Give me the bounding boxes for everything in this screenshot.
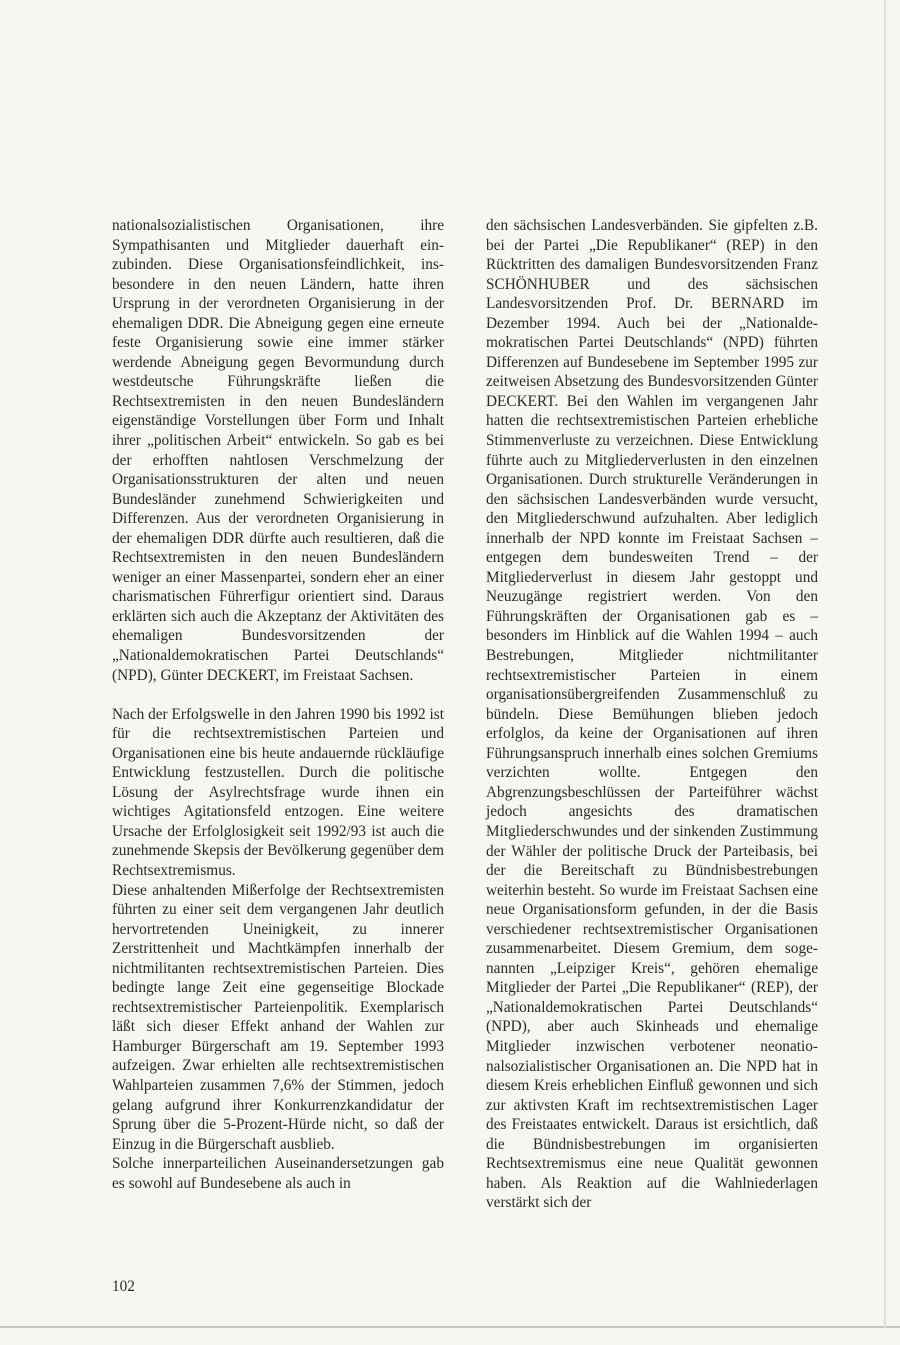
- page-right-edge: [884, 0, 886, 1328]
- right-text-column: [486, 216, 818, 1213]
- left-text-column: [112, 216, 444, 1193]
- page-bottom-edge: [0, 1326, 900, 1328]
- paragraph: Diese anhaltenden Mißerfolge der Rechtsextremisten führten zu einer seit dem vergangenen Jahr deutlich hervortretenden Uneinigkeit, zu innerer Zerstrittenheit und Machtkämpfen innerhalb der nichtmilitanten rechtsextremistischen Parteien. Dies bedingte lange Zeit eine gegenseitige Blockade rechtsextremistischer Parteienpolitik. Exemplarisch läßt sich dieser Effekt anhand der Wahlen zur Hamburger Bürgerschaft am 19. September 1993 aufzeigen. Zwar erhielten alle rechtsextremistischen Wahlparteien zusammen 7,6% der Stimmen, jedoch gelang aufgrund ihrer Konkurrenzkandidatur der Sprung über die 5-Prozent-Hürde nicht, so daß der Einzug in die Bürgerschaft ausblieb.: [112, 881, 444, 1153]
- page-number: 102: [112, 1278, 135, 1295]
- paragraph: den sächsischen Landesverbänden. Sie gipfelten z.B. bei der Partei „Die Republikaner“ (REP) in den Rücktritten des damaligen Bundesvorsitzenden Franz SCHÖNHUBER und des sächsischen Landesvorsitzenden Prof. Dr. BERNARD im Dezember 1994. Auch bei der „Nationaldemokratischen Partei Deutschlands“ (NPD) führten Differenzen auf Bundesebene im September 1995 zur zeitweisen Absetzung des Bundesvorsitzenden Günter DECKERT. Bei den Wahlen im vergangenen Jahr hatten die rechtsextremistischen Parteien erhebliche Stimmenverluste zu verzeichnen. Diese Entwicklung führte auch zu Mitgliederverlusten in den einzelnen Organisationen. Durch strukturelle Veränderungen in den sächsischen Landesverbänden wurde versucht, den Mitgliederschwund aufzuhalten. Aber lediglich innerhalb der NPD konnte im Freistaat Sachsen – entgegen dem bundesweiten Trend – der Mitgliederverlust in diesem Jahr gestoppt und Neuzugänge registriert werden. Von den Führungskräften der Organisationen gab es – besonders im Hinblick auf die Wahlen 1994 – auch Bestrebungen, Mitglieder nichtmilitanter rechtsextremistischer Parteien in einem organisationsübergreifenden Zusammenschluß zu bündeln. Diese Bemühungen blieben jedoch erfolglos, da keine der Organisationen auf ihren Führungsanspruch innerhalb eines solchen Gremiums verzichten wollte. Entgegen den Abgrenzungsbeschlüssen der Parteiführer wächst jedoch angesichts des dramatischen Mitgliederschwundes und der sinkenden Zustimmung der Wähler der politische Druck der Parteibasis, bei der die Bereitschaft zu Bündnisbestrebungen weiterhin besteht. So wurde im Freistaat Sachsen eine neue Organisationsform gefunden, in der die Basis verschiedener rechtsextremistischer Organisationen zusammenarbeitet. Diesem Gremium, dem sogenannten „Leipziger Kreis“, gehören ehemalige Mitglieder der Partei „Die Republikaner“ (REP), der „Nationaldemokratischen Partei Deutschlands“ (NPD), aber auch Skinheads und ehemalige Mitglieder inzwischen verbotener neonationalsozialistischer Organisationen an. Die NPD hat in diesem Kreis erheblichen Einfluß gewonnen und sich zur aktivsten Kraft im rechtsextremistischen Lager des Freistaates entwickelt. Daraus ist ersichtlich, daß die Bündnisbestrebungen im organisierten Rechtsextremismus eine neue Qualität gewonnen haben. Als Reaktion auf die Wahlniederlagen verstärkt sich der: [486, 217, 818, 1212]
- paragraph: Solche innerparteilichen Auseinandersetzungen gab es sowohl auf Bundesebene als auch in: [112, 1155, 444, 1192]
- paragraph: Nach der Erfolgswelle in den Jahren 1990 bis 1992 ist für die rechtsextremistischen Parteien und Organisationen eine bis heute andauernde rückläufige Entwicklung festzustellen. Durch die politische Lösung der Asylrechtsfrage wurde ihnen ein wichtiges Agitationsfeld entzogen. Eine weitere Ursache der Erfolglosigkeit seit 1992/93 ist auch die zunehmende Skepsis der Bevölkerung gegenüber dem Rechtsextremismus.: [112, 705, 444, 879]
- paragraph: nationalsozialistischen Organisationen, ihre Sympathisanten und Mitglieder dauerhaft einzubinden. Diese Organisationsfeindlichkeit, insbesondere in den neuen Ländern, hatte ihren Ursprung in der verordneten Organisierung in der ehemaligen DDR. Die Abneigung gegen eine erneute feste Organisierung sowie eine immer stärker werdende Abneigung gegen Bevormundung durch westdeutsche Führungskräfte ließen die Rechtsextremisten in den neuen Bundesländern eigenständige Vorstellungen über Form und Inhalt ihrer „politischen Arbeit“ entwickeln. So gab es bei der erhofften nahtlosen Verschmelzung der Organisationsstrukturen der alten und neuen Bundesländer zunehmend Schwierigkeiten und Differenzen. Aus der verordneten Organisierung in der ehemaligen DDR dürfte auch resultieren, daß die Rechtsextremisten in den neuen Bundesländern weniger an einer Massenpartei, sondern eher an einer charismatischen Führerfigur orientiert sind. Daraus erklärten sich auch die Akzeptanz der Aktivitäten des ehemaligen Bundesvorsitzenden der „Nationaldemokratischen Partei Deutschlands“ (NPD), Günter DECKERT, im Freistaat Sachsen.: [112, 217, 444, 684]
